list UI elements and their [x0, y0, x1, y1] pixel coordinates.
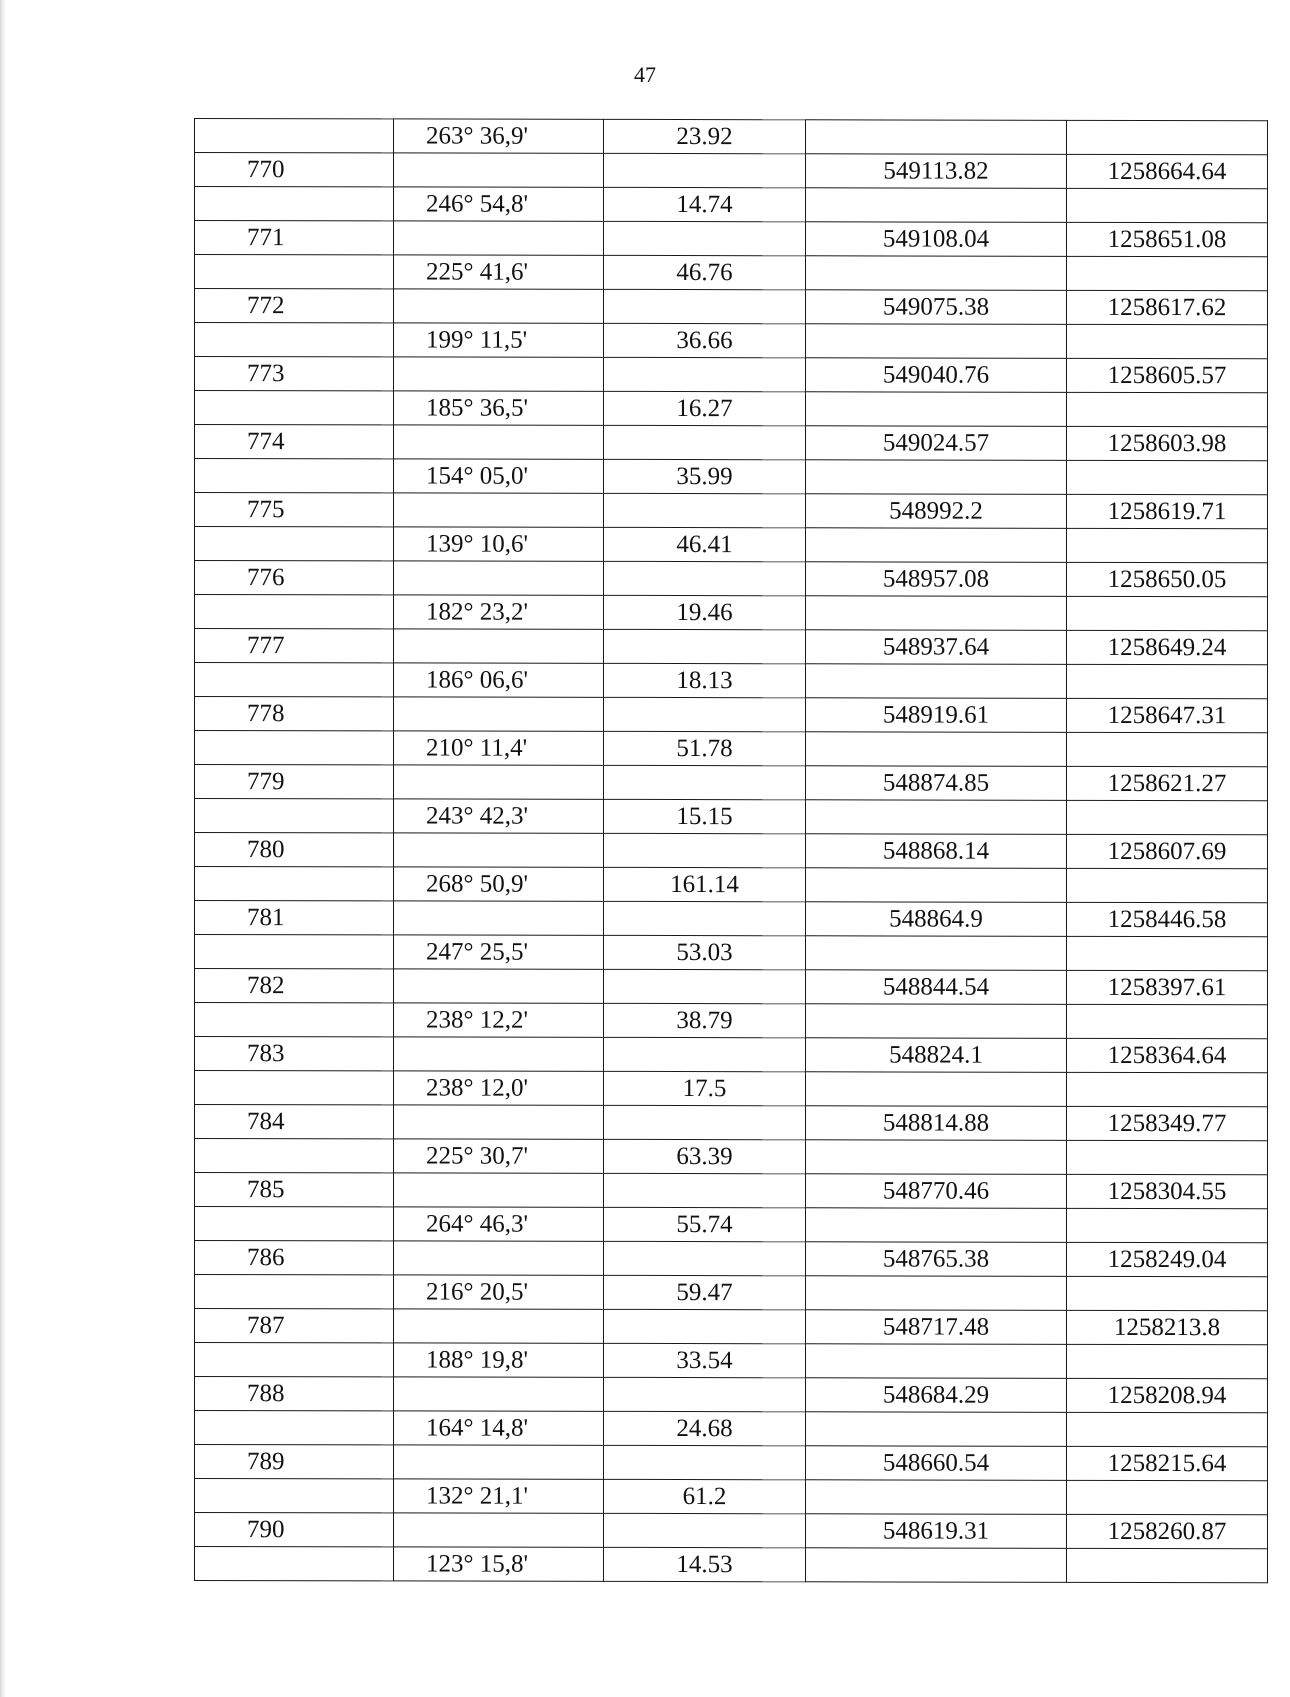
leg-row	[195, 1275, 1268, 1311]
y-coordinate-cell	[1067, 1548, 1268, 1582]
x-coordinate-cell	[806, 664, 1067, 699]
leg-length-cell: 17.5	[604, 1071, 806, 1105]
y-coordinate-cell	[1067, 392, 1268, 426]
point-number-cell: 781	[195, 901, 394, 935]
leg-row	[195, 527, 1268, 563]
point-number-cell: 787	[195, 1309, 394, 1343]
x-coordinate-cell	[806, 528, 1067, 563]
bearing-angle-cell: 243° 42,3'	[394, 799, 604, 833]
page-number: 47	[634, 62, 656, 87]
y-coordinate-cell	[1067, 256, 1268, 290]
leg-length-cell	[604, 1105, 806, 1139]
bearing-angle-cell	[394, 1309, 604, 1343]
bearing-angle-cell	[394, 1241, 604, 1275]
x-coordinate-cell	[806, 800, 1067, 835]
leg-length-cell	[604, 153, 806, 187]
bearing-angle-cell	[394, 1513, 604, 1547]
leg-row	[195, 1411, 1268, 1447]
x-coordinate-cell	[806, 868, 1067, 903]
point-number-cell	[195, 935, 394, 969]
point-row	[195, 153, 1268, 189]
y-coordinate-cell: 1258215.64	[1067, 1446, 1268, 1480]
leg-length-cell	[604, 765, 806, 799]
leg-length-cell: 33.54	[604, 1343, 806, 1377]
leg-length-cell: 46.76	[604, 255, 806, 289]
bearing-angle-cell	[394, 697, 604, 731]
point-number-cell: 788	[195, 1377, 394, 1411]
point-row	[195, 1105, 1268, 1141]
bearing-angle-cell: 139° 10,6'	[394, 527, 604, 561]
leg-length-cell: 46.41	[604, 527, 806, 561]
point-number-cell: 782	[195, 969, 394, 1003]
x-coordinate-cell	[806, 256, 1067, 291]
leg-length-cell	[604, 1377, 806, 1411]
y-coordinate-cell: 1258664.64	[1067, 154, 1268, 188]
y-coordinate-cell	[1067, 188, 1268, 222]
leg-row	[195, 867, 1268, 903]
point-row	[195, 493, 1268, 529]
point-number-cell	[195, 119, 394, 153]
bearing-angle-cell	[394, 969, 604, 1003]
bearing-angle-cell: 154° 05,0'	[394, 459, 604, 493]
leg-length-cell: 14.74	[604, 187, 806, 221]
point-row	[195, 1241, 1268, 1277]
bearing-angle-cell: 199° 11,5'	[394, 323, 604, 357]
leg-length-cell: 16.27	[604, 391, 806, 425]
leg-row	[195, 391, 1268, 427]
point-number-cell: 777	[195, 629, 394, 663]
bearing-angle-cell: 210° 11,4'	[394, 731, 604, 765]
leg-length-cell: 15.15	[604, 799, 806, 833]
bearing-angle-cell: 264° 46,3'	[394, 1207, 604, 1241]
x-coordinate-cell	[806, 1072, 1067, 1107]
x-coordinate-cell	[806, 1004, 1067, 1039]
point-number-cell	[195, 731, 394, 765]
point-row	[195, 833, 1268, 869]
bearing-angle-cell: 268° 50,9'	[394, 867, 604, 901]
y-coordinate-cell: 1258349.77	[1067, 1106, 1268, 1140]
bearing-angle-cell	[394, 221, 604, 255]
y-coordinate-cell	[1067, 460, 1268, 494]
leg-row	[195, 1547, 1268, 1583]
leg-row	[195, 119, 1268, 155]
leg-row	[195, 1479, 1268, 1515]
point-number-cell	[195, 1343, 394, 1377]
x-coordinate-cell: 548864.9	[806, 902, 1067, 937]
bearing-angle-cell	[394, 833, 604, 867]
bearing-angle-cell	[394, 1105, 604, 1139]
y-coordinate-cell: 1258617.62	[1067, 290, 1268, 324]
point-row	[195, 901, 1268, 937]
x-coordinate-cell: 548937.64	[806, 630, 1067, 665]
point-number-cell	[195, 1275, 394, 1309]
leg-length-cell	[604, 561, 806, 595]
y-coordinate-cell: 1258621.27	[1067, 766, 1268, 800]
x-coordinate-cell: 548814.88	[806, 1106, 1067, 1141]
bearing-angle-cell	[394, 765, 604, 799]
y-coordinate-cell: 1258213.8	[1067, 1310, 1268, 1344]
point-row	[195, 561, 1268, 597]
leg-length-cell: 61.2	[604, 1479, 806, 1513]
y-coordinate-cell: 1258397.61	[1067, 970, 1268, 1004]
bearing-angle-cell	[394, 629, 604, 663]
x-coordinate-cell: 548660.54	[806, 1446, 1067, 1481]
y-coordinate-cell	[1067, 936, 1268, 970]
point-number-cell: 789	[195, 1445, 394, 1479]
bearing-angle-cell: 188° 19,8'	[394, 1343, 604, 1377]
leg-length-cell	[604, 697, 806, 731]
y-coordinate-cell	[1067, 732, 1268, 766]
point-number-cell	[195, 1207, 394, 1241]
bearing-angle-cell: 132° 21,1'	[394, 1479, 604, 1513]
bearing-angle-cell	[394, 1377, 604, 1411]
y-coordinate-cell	[1067, 1412, 1268, 1446]
point-number-cell	[195, 323, 394, 357]
leg-length-cell: 36.66	[604, 323, 806, 357]
point-number-cell	[195, 1479, 394, 1513]
x-coordinate-cell: 548770.46	[806, 1174, 1067, 1209]
point-number-cell: 786	[195, 1241, 394, 1275]
x-coordinate-cell: 548619.31	[806, 1514, 1067, 1549]
x-coordinate-cell: 548844.54	[806, 970, 1067, 1005]
leg-row	[195, 731, 1268, 767]
leg-length-cell	[604, 1513, 806, 1547]
leg-length-cell	[604, 289, 806, 323]
y-coordinate-cell: 1258647.31	[1067, 698, 1268, 732]
bearing-angle-cell	[394, 1173, 604, 1207]
y-coordinate-cell	[1067, 800, 1268, 834]
y-coordinate-cell	[1067, 868, 1268, 902]
y-coordinate-cell	[1067, 324, 1268, 358]
leg-length-cell: 24.68	[604, 1411, 806, 1445]
y-coordinate-cell: 1258619.71	[1067, 494, 1268, 528]
bearing-angle-cell	[394, 357, 604, 391]
x-coordinate-cell: 548957.08	[806, 562, 1067, 597]
bearing-angle-cell	[394, 153, 604, 187]
point-row	[195, 1377, 1268, 1413]
bearing-angle-cell	[394, 901, 604, 935]
leg-row	[195, 799, 1268, 835]
point-row	[195, 1173, 1268, 1209]
leg-length-cell	[604, 493, 806, 527]
x-coordinate-cell	[806, 1480, 1067, 1515]
leg-length-cell: 161.14	[604, 867, 806, 901]
point-row	[195, 221, 1268, 257]
point-number-cell: 772	[195, 289, 394, 323]
leg-length-cell	[604, 901, 806, 935]
leg-row	[195, 459, 1268, 495]
x-coordinate-cell: 548868.14	[806, 834, 1067, 869]
point-number-cell	[195, 1547, 394, 1581]
x-coordinate-cell: 548765.38	[806, 1242, 1067, 1277]
leg-length-cell: 14.53	[604, 1547, 806, 1581]
point-number-cell: 771	[195, 221, 394, 255]
leg-length-cell: 38.79	[604, 1003, 806, 1037]
x-coordinate-cell	[806, 1208, 1067, 1243]
leg-length-cell: 63.39	[604, 1139, 806, 1173]
bearing-angle-cell	[394, 425, 604, 459]
x-coordinate-cell	[806, 392, 1067, 427]
point-row	[195, 357, 1268, 393]
y-coordinate-cell	[1067, 1344, 1268, 1378]
y-coordinate-cell	[1067, 120, 1268, 154]
point-number-cell	[195, 1411, 394, 1445]
x-coordinate-cell	[806, 1276, 1067, 1311]
point-number-cell	[195, 391, 394, 425]
point-row	[195, 969, 1268, 1005]
x-coordinate-cell: 548717.48	[806, 1310, 1067, 1345]
x-coordinate-cell	[806, 460, 1067, 495]
y-coordinate-cell	[1067, 528, 1268, 562]
bearing-angle-cell	[394, 1445, 604, 1479]
point-row	[195, 765, 1268, 801]
point-number-cell: 774	[195, 425, 394, 459]
point-number-cell: 784	[195, 1105, 394, 1139]
y-coordinate-cell: 1258649.24	[1067, 630, 1268, 664]
x-coordinate-cell	[806, 1548, 1067, 1583]
y-coordinate-cell	[1067, 664, 1268, 698]
point-number-cell: 773	[195, 357, 394, 391]
x-coordinate-cell: 549108.04	[806, 222, 1067, 257]
point-number-cell: 770	[195, 153, 394, 187]
point-number-cell	[195, 255, 394, 289]
point-number-cell	[195, 187, 394, 221]
x-coordinate-cell: 549075.38	[806, 290, 1067, 325]
point-number-cell	[195, 663, 394, 697]
x-coordinate-cell: 549040.76	[806, 358, 1067, 393]
point-row	[195, 289, 1268, 325]
leg-length-cell	[604, 1173, 806, 1207]
leg-row	[195, 1071, 1268, 1107]
x-coordinate-cell: 548919.61	[806, 698, 1067, 733]
bearing-angle-cell: 238° 12,2'	[394, 1003, 604, 1037]
point-row	[195, 425, 1268, 461]
y-coordinate-cell: 1258650.05	[1067, 562, 1268, 596]
leg-length-cell: 53.03	[604, 935, 806, 969]
x-coordinate-cell	[806, 596, 1067, 631]
bearing-angle-cell: 185° 36,5'	[394, 391, 604, 425]
x-coordinate-cell: 548684.29	[806, 1378, 1067, 1413]
point-number-cell: 785	[195, 1173, 394, 1207]
leg-row	[195, 935, 1268, 971]
leg-length-cell	[604, 221, 806, 255]
y-coordinate-cell	[1067, 1072, 1268, 1106]
point-number-cell: 790	[195, 1513, 394, 1547]
x-coordinate-cell: 549113.82	[806, 154, 1067, 189]
leg-length-cell	[604, 1241, 806, 1275]
y-coordinate-cell	[1067, 1140, 1268, 1174]
leg-length-cell: 55.74	[604, 1207, 806, 1241]
point-number-cell	[195, 595, 394, 629]
x-coordinate-cell	[806, 1412, 1067, 1447]
point-number-cell	[195, 459, 394, 493]
point-row	[195, 1445, 1268, 1481]
point-number-cell: 775	[195, 493, 394, 527]
point-number-cell: 778	[195, 697, 394, 731]
point-row	[195, 1037, 1268, 1073]
leg-row	[195, 323, 1268, 359]
bearing-angle-cell	[394, 1037, 604, 1071]
y-coordinate-cell	[1067, 1276, 1268, 1310]
bearing-angle-cell: 246° 54,8'	[394, 187, 604, 221]
leg-length-cell	[604, 425, 806, 459]
y-coordinate-cell: 1258260.87	[1067, 1514, 1268, 1548]
leg-length-cell: 19.46	[604, 595, 806, 629]
point-row	[195, 697, 1268, 733]
y-coordinate-cell: 1258364.64	[1067, 1038, 1268, 1072]
x-coordinate-cell	[806, 324, 1067, 359]
point-number-cell: 783	[195, 1037, 394, 1071]
x-coordinate-cell	[806, 120, 1067, 155]
leg-length-cell	[604, 969, 806, 1003]
y-coordinate-cell	[1067, 1208, 1268, 1242]
x-coordinate-cell: 549024.57	[806, 426, 1067, 461]
point-number-cell	[195, 1139, 394, 1173]
point-number-cell: 779	[195, 765, 394, 799]
point-number-cell	[195, 1003, 394, 1037]
x-coordinate-cell: 548992.2	[806, 494, 1067, 529]
x-coordinate-cell	[806, 188, 1067, 223]
leg-length-cell	[604, 833, 806, 867]
x-coordinate-cell	[806, 732, 1067, 767]
point-number-cell	[195, 799, 394, 833]
coordinates-table-body	[195, 119, 1268, 1583]
y-coordinate-cell: 1258304.55	[1067, 1174, 1268, 1208]
leg-row	[195, 1139, 1268, 1175]
point-number-cell: 776	[195, 561, 394, 595]
point-number-cell	[195, 1071, 394, 1105]
bearing-angle-cell: 186° 06,6'	[394, 663, 604, 697]
bearing-angle-cell: 182° 23,2'	[394, 595, 604, 629]
bearing-angle-cell: 216° 20,5'	[394, 1275, 604, 1309]
leg-row	[195, 663, 1268, 699]
x-coordinate-cell	[806, 1140, 1067, 1175]
leg-length-cell	[604, 1309, 806, 1343]
bearing-angle-cell: 238° 12,0'	[394, 1071, 604, 1105]
y-coordinate-cell: 1258208.94	[1067, 1378, 1268, 1412]
y-coordinate-cell: 1258446.58	[1067, 902, 1268, 936]
point-number-cell	[195, 867, 394, 901]
leg-length-cell: 51.78	[604, 731, 806, 765]
leg-length-cell: 35.99	[604, 459, 806, 493]
leg-length-cell: 18.13	[604, 663, 806, 697]
point-number-cell	[195, 527, 394, 561]
leg-row	[195, 595, 1268, 631]
leg-length-cell: 23.92	[604, 119, 806, 153]
y-coordinate-cell: 1258607.69	[1067, 834, 1268, 868]
leg-row	[195, 1343, 1268, 1379]
y-coordinate-cell	[1067, 1004, 1268, 1038]
bearing-angle-cell	[394, 289, 604, 323]
leg-length-cell	[604, 1037, 806, 1071]
y-coordinate-cell: 1258603.98	[1067, 426, 1268, 460]
scan-edge-shadow	[0, 0, 6, 1697]
leg-row	[195, 1207, 1268, 1243]
bearing-angle-cell	[394, 493, 604, 527]
leg-row	[195, 1003, 1268, 1039]
bearing-angle-cell	[394, 561, 604, 595]
y-coordinate-cell	[1067, 1480, 1268, 1514]
point-row	[195, 1309, 1268, 1345]
bearing-angle-cell: 225° 41,6'	[394, 255, 604, 289]
y-coordinate-cell: 1258249.04	[1067, 1242, 1268, 1276]
x-coordinate-cell: 548824.1	[806, 1038, 1067, 1073]
point-row	[195, 629, 1268, 665]
y-coordinate-cell: 1258651.08	[1067, 222, 1268, 256]
leg-length-cell	[604, 629, 806, 663]
point-row	[195, 1513, 1268, 1549]
point-number-cell: 780	[195, 833, 394, 867]
leg-length-cell: 59.47	[604, 1275, 806, 1309]
leg-length-cell	[604, 357, 806, 391]
x-coordinate-cell	[806, 1344, 1067, 1379]
bearing-angle-cell: 225° 30,7'	[394, 1139, 604, 1173]
x-coordinate-cell	[806, 936, 1067, 971]
bearing-angle-cell: 164° 14,8'	[394, 1411, 604, 1445]
bearing-angle-cell: 263° 36,9'	[394, 119, 604, 153]
leg-row	[195, 255, 1268, 291]
y-coordinate-cell	[1067, 596, 1268, 630]
leg-row	[195, 187, 1268, 223]
leg-length-cell	[604, 1445, 806, 1479]
x-coordinate-cell: 548874.85	[806, 766, 1067, 801]
y-coordinate-cell: 1258605.57	[1067, 358, 1268, 392]
coordinates-table	[194, 118, 1268, 1583]
bearing-angle-cell: 247° 25,5'	[394, 935, 604, 969]
bearing-angle-cell: 123° 15,8'	[394, 1547, 604, 1581]
